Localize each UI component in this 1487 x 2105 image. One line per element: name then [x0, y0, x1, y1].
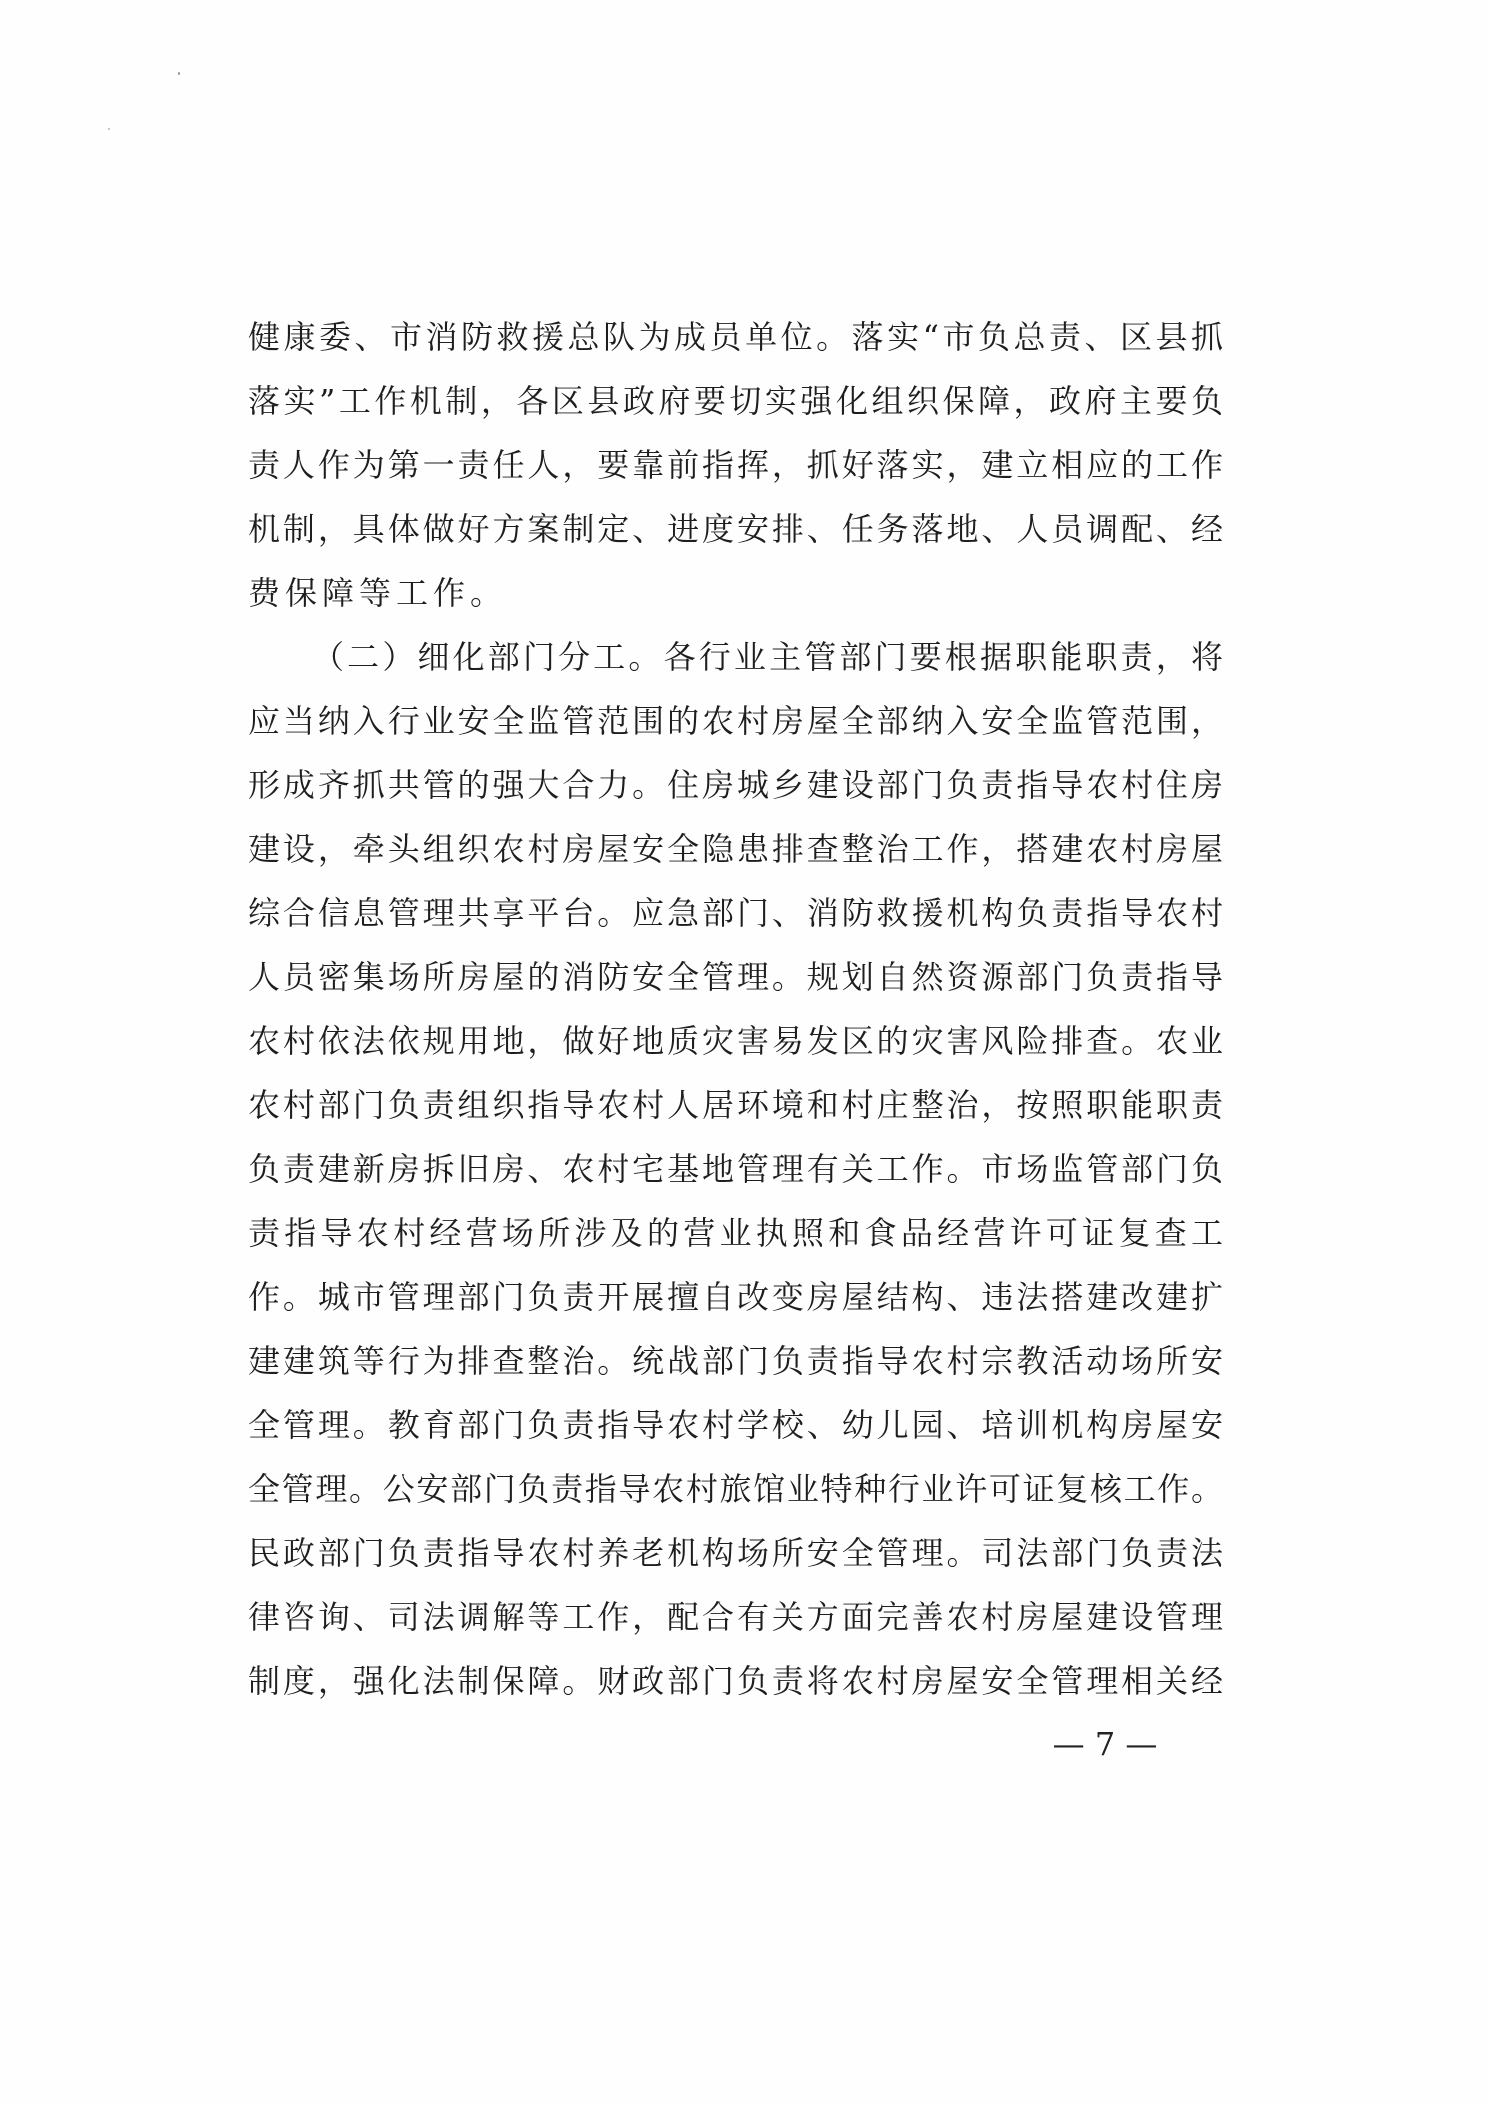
text-line: 民政部门负责指导农村养老机构场所安全管理。司法部门负责法: [248, 1534, 1223, 1572]
scan-speck: [108, 128, 110, 130]
text-line: 作。城市管理部门负责开展擅自改变房屋结构、违法搭建改建扩: [248, 1278, 1223, 1316]
text-line: 建建筑等行为排查整治。统战部门负责指导农村宗教活动场所安: [248, 1342, 1223, 1380]
text-line: 律咨询、司法调解等工作，配合有关方面完善农村房屋建设管理: [248, 1598, 1223, 1636]
text-line: 全管理。公安部门负责指导农村旅馆业特种行业许可证复核工作。: [248, 1470, 1223, 1508]
text-line: 建设，牵头组织农村房屋安全隐患排查整治工作，搭建农村房屋: [248, 830, 1223, 868]
paragraph-organization: [248, 305, 1223, 625]
text-line: （二）细化部门分工。各行业主管部门要根据职能职责，将: [312, 638, 1223, 676]
text-line: 综合信息管理共享平台。应急部门、消防救援机构负责指导农村: [248, 894, 1223, 932]
text-line: 负责建新房拆旧房、农村宅基地管理有关工作。市场监管部门负: [248, 1150, 1223, 1188]
text-line: 农村部门负责组织指导农村人居环境和村庄整治，按照职能职责: [248, 1086, 1223, 1124]
text-line: 形成齐抓共管的强大合力。住房城乡建设部门负责指导农村住房: [248, 766, 1223, 804]
scan-speck: [178, 72, 180, 75]
text-line: 机制，具体做好方案制定、进度安排、任务落地、人员调配、经: [248, 510, 1223, 548]
text-line: 健康委、市消防救援总队为成员单位。落实“市负总责、区县抓: [248, 318, 1223, 356]
text-line: 人员密集场所房屋的消防安全管理。规划自然资源部门负责指导: [248, 958, 1223, 996]
page-number: — 7 —: [1052, 1725, 1158, 1763]
text-line: 农村依法依规用地，做好地质灾害易发区的灾害风险排查。农业: [248, 1022, 1223, 1060]
text-line: 全管理。教育部门负责指导农村学校、幼儿园、培训机构房屋安: [248, 1406, 1223, 1444]
text-line: 应当纳入行业安全监管范围的农村房屋全部纳入安全监管范围，: [248, 702, 1223, 740]
text-line: 制度，强化法制保障。财政部门负责将农村房屋安全管理相关经: [248, 1662, 1223, 1700]
text-line: 落实”工作机制，各区县政府要切实强化组织保障，政府主要负: [248, 382, 1223, 420]
text-line: 责指导农村经营场所涉及的营业执照和食品经营许可证复查工: [248, 1214, 1223, 1252]
text-line: 费保障等工作。: [248, 574, 508, 612]
body-text: [248, 305, 1223, 1713]
paragraph-department-division: [248, 625, 1223, 1713]
text-line: 责人作为第一责任人，要靠前指挥，抓好落实，建立相应的工作: [248, 446, 1223, 484]
